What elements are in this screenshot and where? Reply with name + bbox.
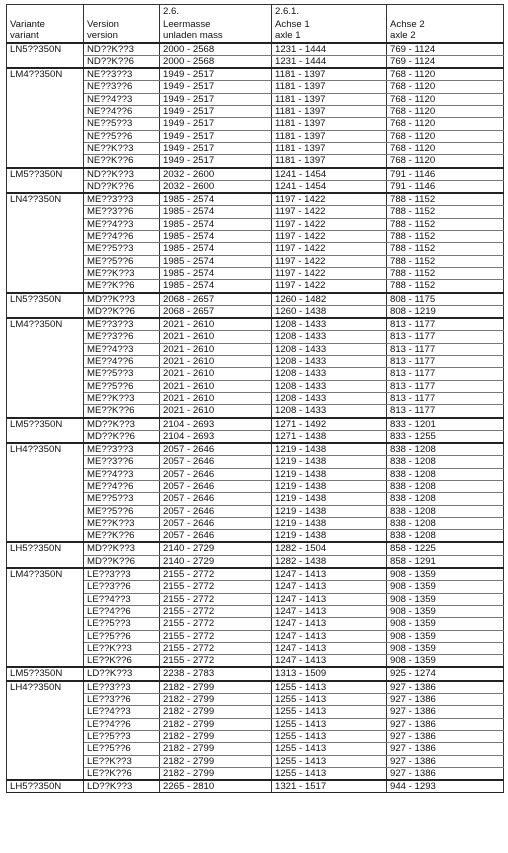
version-cell: NE??5??3 (84, 118, 160, 130)
version-label-de: Version (87, 19, 119, 30)
table-row (7, 568, 504, 581)
axle2-range-cell: 908 - 1359 (387, 642, 504, 654)
axle2-range-cell: 788 - 1152 (387, 218, 504, 230)
axle1-range-cell: 1219 - 1438 (272, 468, 387, 480)
axle2-range-cell: 838 - 1208 (387, 517, 504, 529)
axle1-range-cell: 1219 - 1438 (272, 530, 387, 543)
mass-range-cell: 1985 - 2574 (160, 255, 272, 267)
axle2-range-cell: 791 - 1146 (387, 168, 504, 181)
axle1-range-cell: 1208 - 1433 (272, 368, 387, 380)
axle2-range-cell: 768 - 1120 (387, 106, 504, 118)
version-cell: ME??4??6 (84, 480, 160, 492)
version-cell: LE??3??6 (84, 581, 160, 593)
axle1-range-cell: 1247 - 1413 (272, 581, 387, 593)
variant-cell: LM5??350N (7, 168, 84, 194)
table-row (7, 193, 504, 206)
axle2-range-cell: 788 - 1152 (387, 231, 504, 243)
mass-range-cell: 2155 - 2772 (160, 605, 272, 617)
axle2-range-cell: 925 - 1274 (387, 667, 504, 680)
axle1-range-cell: 1260 - 1438 (272, 305, 387, 318)
axle1-range-cell: 1197 - 1422 (272, 193, 387, 206)
version-cell: ME??4??6 (84, 231, 160, 243)
axle2-range-cell: 908 - 1359 (387, 605, 504, 617)
mass-range-cell: 2032 - 2600 (160, 180, 272, 193)
axle1-range-cell: 1247 - 1413 (272, 593, 387, 605)
table-row (7, 542, 504, 555)
mass-range-cell: 2021 - 2610 (160, 380, 272, 392)
version-cell: ME??3??3 (84, 443, 160, 456)
axle2-range-cell: 838 - 1208 (387, 456, 504, 468)
mass-range-cell: 2000 - 2568 (160, 55, 272, 68)
axle1-range-cell: 1197 - 1422 (272, 280, 387, 293)
axle1-range-cell: 1197 - 1422 (272, 231, 387, 243)
axle2-range-cell: 788 - 1152 (387, 206, 504, 218)
variant-label-de: Variante (10, 19, 46, 30)
mass-range-cell: 2155 - 2772 (160, 593, 272, 605)
axle2-range-cell: 813 - 1177 (387, 356, 504, 368)
axle1-range-cell: 1231 - 1444 (272, 43, 387, 56)
axle2-range-cell: 813 - 1177 (387, 405, 504, 418)
mass-range-cell: 2068 - 2657 (160, 305, 272, 318)
axle2-range-cell: 788 - 1152 (387, 267, 504, 279)
version-cell: LD??K??3 (84, 667, 160, 680)
axle1-label-de: Achse 1 (275, 19, 310, 30)
section-mass-number: 2.6. (160, 5, 272, 20)
axle1-range-cell: 1181 - 1397 (272, 81, 387, 93)
axle1-range-cell: 1255 - 1413 (272, 743, 387, 755)
version-cell: ME??K??6 (84, 280, 160, 293)
variant-label-en: variant (10, 30, 39, 42)
axle2-range-cell: 788 - 1152 (387, 280, 504, 293)
axle2-range-cell: 927 - 1386 (387, 718, 504, 730)
version-cell: NE??5??6 (84, 130, 160, 142)
axle1-range-cell: 1181 - 1397 (272, 93, 387, 105)
mass-range-cell: 2021 - 2610 (160, 392, 272, 404)
axle2-range-cell: 769 - 1124 (387, 55, 504, 68)
version-cell: LE??4??6 (84, 605, 160, 617)
axle2-range-cell: 927 - 1386 (387, 681, 504, 694)
axle1-range-cell: 1255 - 1413 (272, 730, 387, 742)
mass-range-cell: 1985 - 2574 (160, 267, 272, 279)
variant-cell: LN5??350N (7, 43, 84, 69)
mass-range-cell: 2104 - 2693 (160, 430, 272, 443)
mass-range-cell: 2265 - 2810 (160, 780, 272, 793)
axle2-label-de: Achse 2 (390, 19, 425, 30)
variant-cell: LH5??350N (7, 542, 84, 568)
variant-cell: LN5??350N (7, 293, 84, 319)
table-row (7, 168, 504, 181)
axle1-range-cell: 1241 - 1454 (272, 168, 387, 181)
mass-range-cell: 2021 - 2610 (160, 318, 272, 331)
axle1-range-cell: 1208 - 1433 (272, 392, 387, 404)
mass-range-cell: 2238 - 2783 (160, 667, 272, 680)
axle2-range-cell: 808 - 1219 (387, 305, 504, 318)
version-cell: ND??K??6 (84, 55, 160, 68)
axle2-range-cell: 769 - 1124 (387, 43, 504, 56)
axle1-range-cell: 1208 - 1433 (272, 405, 387, 418)
axle1-range-cell: 1260 - 1482 (272, 293, 387, 306)
axle1-range-cell: 1208 - 1433 (272, 343, 387, 355)
mass-range-cell: 1949 - 2517 (160, 142, 272, 154)
variant-cell: LN4??350N (7, 193, 84, 292)
table-row (7, 443, 504, 456)
axle2-column-header (387, 19, 504, 43)
version-cell: NE??3??6 (84, 81, 160, 93)
axle1-range-cell: 1231 - 1444 (272, 55, 387, 68)
version-cell: ME??5??6 (84, 255, 160, 267)
version-cell: LE??4??6 (84, 718, 160, 730)
axle2-range-cell: 833 - 1201 (387, 418, 504, 431)
version-column-header (84, 19, 160, 43)
axle1-column-header (272, 19, 387, 43)
axle2-range-cell: 908 - 1359 (387, 630, 504, 642)
version-cell: ME??4??6 (84, 356, 160, 368)
version-cell: MD??K??6 (84, 555, 160, 568)
axle2-range-cell: 908 - 1359 (387, 655, 504, 668)
version-cell: NE??4??3 (84, 93, 160, 105)
mass-range-cell: 2155 - 2772 (160, 618, 272, 630)
version-cell: ME??K??6 (84, 405, 160, 418)
variant-cell: LH5??350N (7, 780, 84, 793)
mass-range-cell: 2140 - 2729 (160, 542, 272, 555)
axle2-range-cell: 838 - 1208 (387, 443, 504, 456)
axle1-label-en: axle 1 (275, 30, 301, 42)
axle1-range-cell: 1219 - 1438 (272, 456, 387, 468)
table-row (7, 318, 504, 331)
axle2-range-cell: 908 - 1359 (387, 593, 504, 605)
axle2-range-cell: 908 - 1359 (387, 618, 504, 630)
axle2-range-cell: 791 - 1146 (387, 180, 504, 193)
axle2-range-cell: 908 - 1359 (387, 568, 504, 581)
mass-range-cell: 2057 - 2646 (160, 530, 272, 543)
version-cell: MD??K??3 (84, 293, 160, 306)
axle2-range-cell: 768 - 1120 (387, 81, 504, 93)
axle2-range-cell: 768 - 1120 (387, 118, 504, 130)
variant-cell: LM5??350N (7, 667, 84, 680)
axle1-range-cell: 1181 - 1397 (272, 155, 387, 168)
axle2-range-cell: 813 - 1177 (387, 380, 504, 392)
axle2-range-cell: 927 - 1386 (387, 767, 504, 780)
mass-range-cell: 2182 - 2799 (160, 755, 272, 767)
version-cell: NE??K??6 (84, 155, 160, 168)
table-row (7, 780, 504, 793)
mass-range-cell: 2182 - 2799 (160, 681, 272, 694)
mass-range-cell: 2155 - 2772 (160, 655, 272, 668)
mass-range-cell: 1949 - 2517 (160, 68, 272, 81)
axle2-range-cell: 927 - 1386 (387, 755, 504, 767)
table-row (7, 43, 504, 56)
mass-range-cell: 2155 - 2772 (160, 568, 272, 581)
version-cell: NE??4??6 (84, 106, 160, 118)
version-cell: LE??3??6 (84, 694, 160, 706)
table-row (7, 667, 504, 680)
mass-range-cell: 2182 - 2799 (160, 718, 272, 730)
axle2-range-cell: 813 - 1177 (387, 392, 504, 404)
axle1-range-cell: 1181 - 1397 (272, 118, 387, 130)
vehicle-mass-table (6, 4, 504, 793)
mass-range-cell: 2057 - 2646 (160, 443, 272, 456)
axle1-range-cell: 1197 - 1422 (272, 255, 387, 267)
axle2-range-cell: 858 - 1225 (387, 542, 504, 555)
axle2-range-cell: 927 - 1386 (387, 706, 504, 718)
mass-range-cell: 2140 - 2729 (160, 555, 272, 568)
axle2-range-cell: 927 - 1386 (387, 743, 504, 755)
axle2-range-cell: 838 - 1208 (387, 530, 504, 543)
mass-range-cell: 2032 - 2600 (160, 168, 272, 181)
version-cell: ME??3??3 (84, 193, 160, 206)
axle2-range-cell: 927 - 1386 (387, 730, 504, 742)
axle1-range-cell: 1255 - 1413 (272, 706, 387, 718)
mass-range-cell: 2182 - 2799 (160, 743, 272, 755)
mass-label-en: unladen mass (163, 30, 223, 42)
header-row-sections (7, 5, 504, 20)
header-empty-cell (84, 5, 160, 20)
variant-cell: LH4??350N (7, 681, 84, 780)
mass-range-cell: 1949 - 2517 (160, 130, 272, 142)
mass-range-cell: 2182 - 2799 (160, 767, 272, 780)
axle1-range-cell: 1208 - 1433 (272, 318, 387, 331)
version-cell: ME??3??6 (84, 456, 160, 468)
axle2-range-cell: 768 - 1120 (387, 68, 504, 81)
mass-range-cell: 2155 - 2772 (160, 630, 272, 642)
version-cell: LE??K??6 (84, 655, 160, 668)
version-cell: LE??5??6 (84, 743, 160, 755)
axle2-range-cell: 788 - 1152 (387, 193, 504, 206)
version-cell: NE??K??3 (84, 142, 160, 154)
version-cell: ME??K??6 (84, 530, 160, 543)
mass-range-cell: 2021 - 2610 (160, 405, 272, 418)
mass-range-cell: 1985 - 2574 (160, 206, 272, 218)
axle1-range-cell: 1282 - 1504 (272, 542, 387, 555)
mass-range-cell: 2068 - 2657 (160, 293, 272, 306)
table-row (7, 418, 504, 431)
version-cell: NE??3??3 (84, 68, 160, 81)
axle1-range-cell: 1321 - 1517 (272, 780, 387, 793)
axle2-range-cell: 788 - 1152 (387, 243, 504, 255)
axle2-range-cell: 833 - 1255 (387, 430, 504, 443)
version-cell: ME??4??3 (84, 218, 160, 230)
axle2-label-en: axle 2 (390, 30, 416, 42)
version-cell: ME??5??6 (84, 380, 160, 392)
mass-range-cell: 2057 - 2646 (160, 456, 272, 468)
mass-range-cell: 2182 - 2799 (160, 730, 272, 742)
version-cell: LE??K??3 (84, 642, 160, 654)
version-cell: ND??K??3 (84, 168, 160, 181)
mass-range-cell: 2057 - 2646 (160, 505, 272, 517)
version-cell: ME??5??3 (84, 368, 160, 380)
axle1-range-cell: 1208 - 1433 (272, 356, 387, 368)
mass-range-cell: 1985 - 2574 (160, 193, 272, 206)
axle2-range-cell: 927 - 1386 (387, 694, 504, 706)
version-cell: MD??K??6 (84, 430, 160, 443)
axle1-range-cell: 1271 - 1438 (272, 430, 387, 443)
axle1-range-cell: 1219 - 1438 (272, 480, 387, 492)
mass-range-cell: 1949 - 2517 (160, 81, 272, 93)
version-cell: ME??K??3 (84, 392, 160, 404)
axle1-range-cell: 1247 - 1413 (272, 630, 387, 642)
axle1-range-cell: 1247 - 1413 (272, 655, 387, 668)
axle2-range-cell: 838 - 1208 (387, 480, 504, 492)
axle1-range-cell: 1181 - 1397 (272, 142, 387, 154)
axle2-range-cell: 838 - 1208 (387, 505, 504, 517)
mass-range-cell: 2021 - 2610 (160, 368, 272, 380)
version-cell: LE??3??3 (84, 681, 160, 694)
axle1-range-cell: 1208 - 1433 (272, 380, 387, 392)
mass-range-cell: 1985 - 2574 (160, 218, 272, 230)
axle2-range-cell: 944 - 1293 (387, 780, 504, 793)
header-row-labels (7, 19, 504, 43)
version-cell: ME??5??3 (84, 243, 160, 255)
axle1-range-cell: 1255 - 1413 (272, 681, 387, 694)
axle1-range-cell: 1219 - 1438 (272, 505, 387, 517)
version-cell: MD??K??6 (84, 305, 160, 318)
axle1-range-cell: 1219 - 1438 (272, 443, 387, 456)
version-cell: ND??K??6 (84, 180, 160, 193)
variant-cell: LM4??350N (7, 68, 84, 167)
axle1-range-cell: 1247 - 1413 (272, 605, 387, 617)
table-row (7, 681, 504, 694)
axle2-range-cell: 813 - 1177 (387, 318, 504, 331)
variant-cell: LM4??350N (7, 318, 84, 417)
mass-range-cell: 2021 - 2610 (160, 331, 272, 343)
mass-range-cell: 2021 - 2610 (160, 356, 272, 368)
axle2-range-cell: 813 - 1177 (387, 331, 504, 343)
version-cell: ME??5??6 (84, 505, 160, 517)
axle2-range-cell: 813 - 1177 (387, 368, 504, 380)
axle2-range-cell: 768 - 1120 (387, 155, 504, 168)
mass-range-cell: 1949 - 2517 (160, 106, 272, 118)
axle2-range-cell: 838 - 1208 (387, 468, 504, 480)
mass-range-cell: 2057 - 2646 (160, 493, 272, 505)
axle1-range-cell: 1247 - 1413 (272, 618, 387, 630)
axle1-range-cell: 1247 - 1413 (272, 642, 387, 654)
version-cell: ME??3??3 (84, 318, 160, 331)
axle1-range-cell: 1219 - 1438 (272, 493, 387, 505)
version-cell: ME??3??6 (84, 331, 160, 343)
header-empty-cell (7, 5, 84, 20)
mass-range-cell: 2155 - 2772 (160, 581, 272, 593)
axle1-range-cell: 1241 - 1454 (272, 180, 387, 193)
axle1-range-cell: 1197 - 1422 (272, 206, 387, 218)
axle1-range-cell: 1313 - 1509 (272, 667, 387, 680)
table-row (7, 293, 504, 306)
version-cell: ND??K??3 (84, 43, 160, 56)
variant-column-header (7, 19, 84, 43)
axle2-range-cell: 838 - 1208 (387, 493, 504, 505)
variant-cell: LM4??350N (7, 568, 84, 667)
version-cell: LE??3??3 (84, 568, 160, 581)
mass-range-cell: 2057 - 2646 (160, 517, 272, 529)
version-cell: ME??4??3 (84, 343, 160, 355)
mass-range-cell: 2104 - 2693 (160, 418, 272, 431)
mass-range-cell: 2057 - 2646 (160, 480, 272, 492)
version-cell: LE??K??6 (84, 767, 160, 780)
axle2-range-cell: 813 - 1177 (387, 343, 504, 355)
version-label-en: version (87, 30, 118, 42)
axle2-range-cell: 808 - 1175 (387, 293, 504, 306)
mass-range-cell: 1985 - 2574 (160, 231, 272, 243)
mass-range-cell: 2182 - 2799 (160, 706, 272, 718)
mass-range-cell: 2021 - 2610 (160, 343, 272, 355)
version-cell: MD??K??3 (84, 542, 160, 555)
axle1-range-cell: 1219 - 1438 (272, 517, 387, 529)
axle1-range-cell: 1255 - 1413 (272, 767, 387, 780)
version-cell: LE??4??3 (84, 706, 160, 718)
axle1-range-cell: 1282 - 1438 (272, 555, 387, 568)
version-cell: LE??5??3 (84, 730, 160, 742)
mass-range-cell: 2057 - 2646 (160, 468, 272, 480)
axle1-range-cell: 1208 - 1433 (272, 331, 387, 343)
variant-cell: LM5??350N (7, 418, 84, 444)
axle1-range-cell: 1271 - 1492 (272, 418, 387, 431)
version-cell: LE??K??3 (84, 755, 160, 767)
axle1-range-cell: 1197 - 1422 (272, 218, 387, 230)
version-cell: ME??K??3 (84, 267, 160, 279)
axle1-range-cell: 1247 - 1413 (272, 568, 387, 581)
version-cell: LE??5??6 (84, 630, 160, 642)
axle1-range-cell: 1255 - 1413 (272, 755, 387, 767)
version-cell: ME??3??6 (84, 206, 160, 218)
axle2-range-cell: 768 - 1120 (387, 142, 504, 154)
header-empty-cell (387, 5, 504, 20)
version-cell: ME??5??3 (84, 493, 160, 505)
axle1-range-cell: 1255 - 1413 (272, 718, 387, 730)
mass-range-cell: 1949 - 2517 (160, 118, 272, 130)
table-row (7, 68, 504, 81)
axle2-range-cell: 768 - 1120 (387, 130, 504, 142)
version-cell: ME??K??3 (84, 517, 160, 529)
mass-range-cell: 1949 - 2517 (160, 93, 272, 105)
version-cell: MD??K??3 (84, 418, 160, 431)
mass-label-de: Leermasse (163, 19, 211, 30)
axle1-range-cell: 1255 - 1413 (272, 694, 387, 706)
axle2-range-cell: 788 - 1152 (387, 255, 504, 267)
axle2-range-cell: 768 - 1120 (387, 93, 504, 105)
mass-column-header (160, 19, 272, 43)
axle2-range-cell: 908 - 1359 (387, 581, 504, 593)
version-cell: LD??K??3 (84, 780, 160, 793)
axle1-range-cell: 1197 - 1422 (272, 267, 387, 279)
axle1-range-cell: 1181 - 1397 (272, 130, 387, 142)
mass-range-cell: 2182 - 2799 (160, 694, 272, 706)
axle1-range-cell: 1181 - 1397 (272, 106, 387, 118)
table-body (7, 5, 504, 793)
mass-range-cell: 2155 - 2772 (160, 642, 272, 654)
mass-range-cell: 1949 - 2517 (160, 155, 272, 168)
section-axle-number: 2.6.1. (272, 5, 387, 20)
mass-range-cell: 1985 - 2574 (160, 280, 272, 293)
mass-range-cell: 2000 - 2568 (160, 43, 272, 56)
variant-cell: LH4??350N (7, 443, 84, 542)
axle1-range-cell: 1197 - 1422 (272, 243, 387, 255)
version-cell: LE??5??3 (84, 618, 160, 630)
version-cell: ME??4??3 (84, 468, 160, 480)
version-cell: LE??4??3 (84, 593, 160, 605)
axle2-range-cell: 858 - 1291 (387, 555, 504, 568)
mass-range-cell: 1985 - 2574 (160, 243, 272, 255)
axle1-range-cell: 1181 - 1397 (272, 68, 387, 81)
